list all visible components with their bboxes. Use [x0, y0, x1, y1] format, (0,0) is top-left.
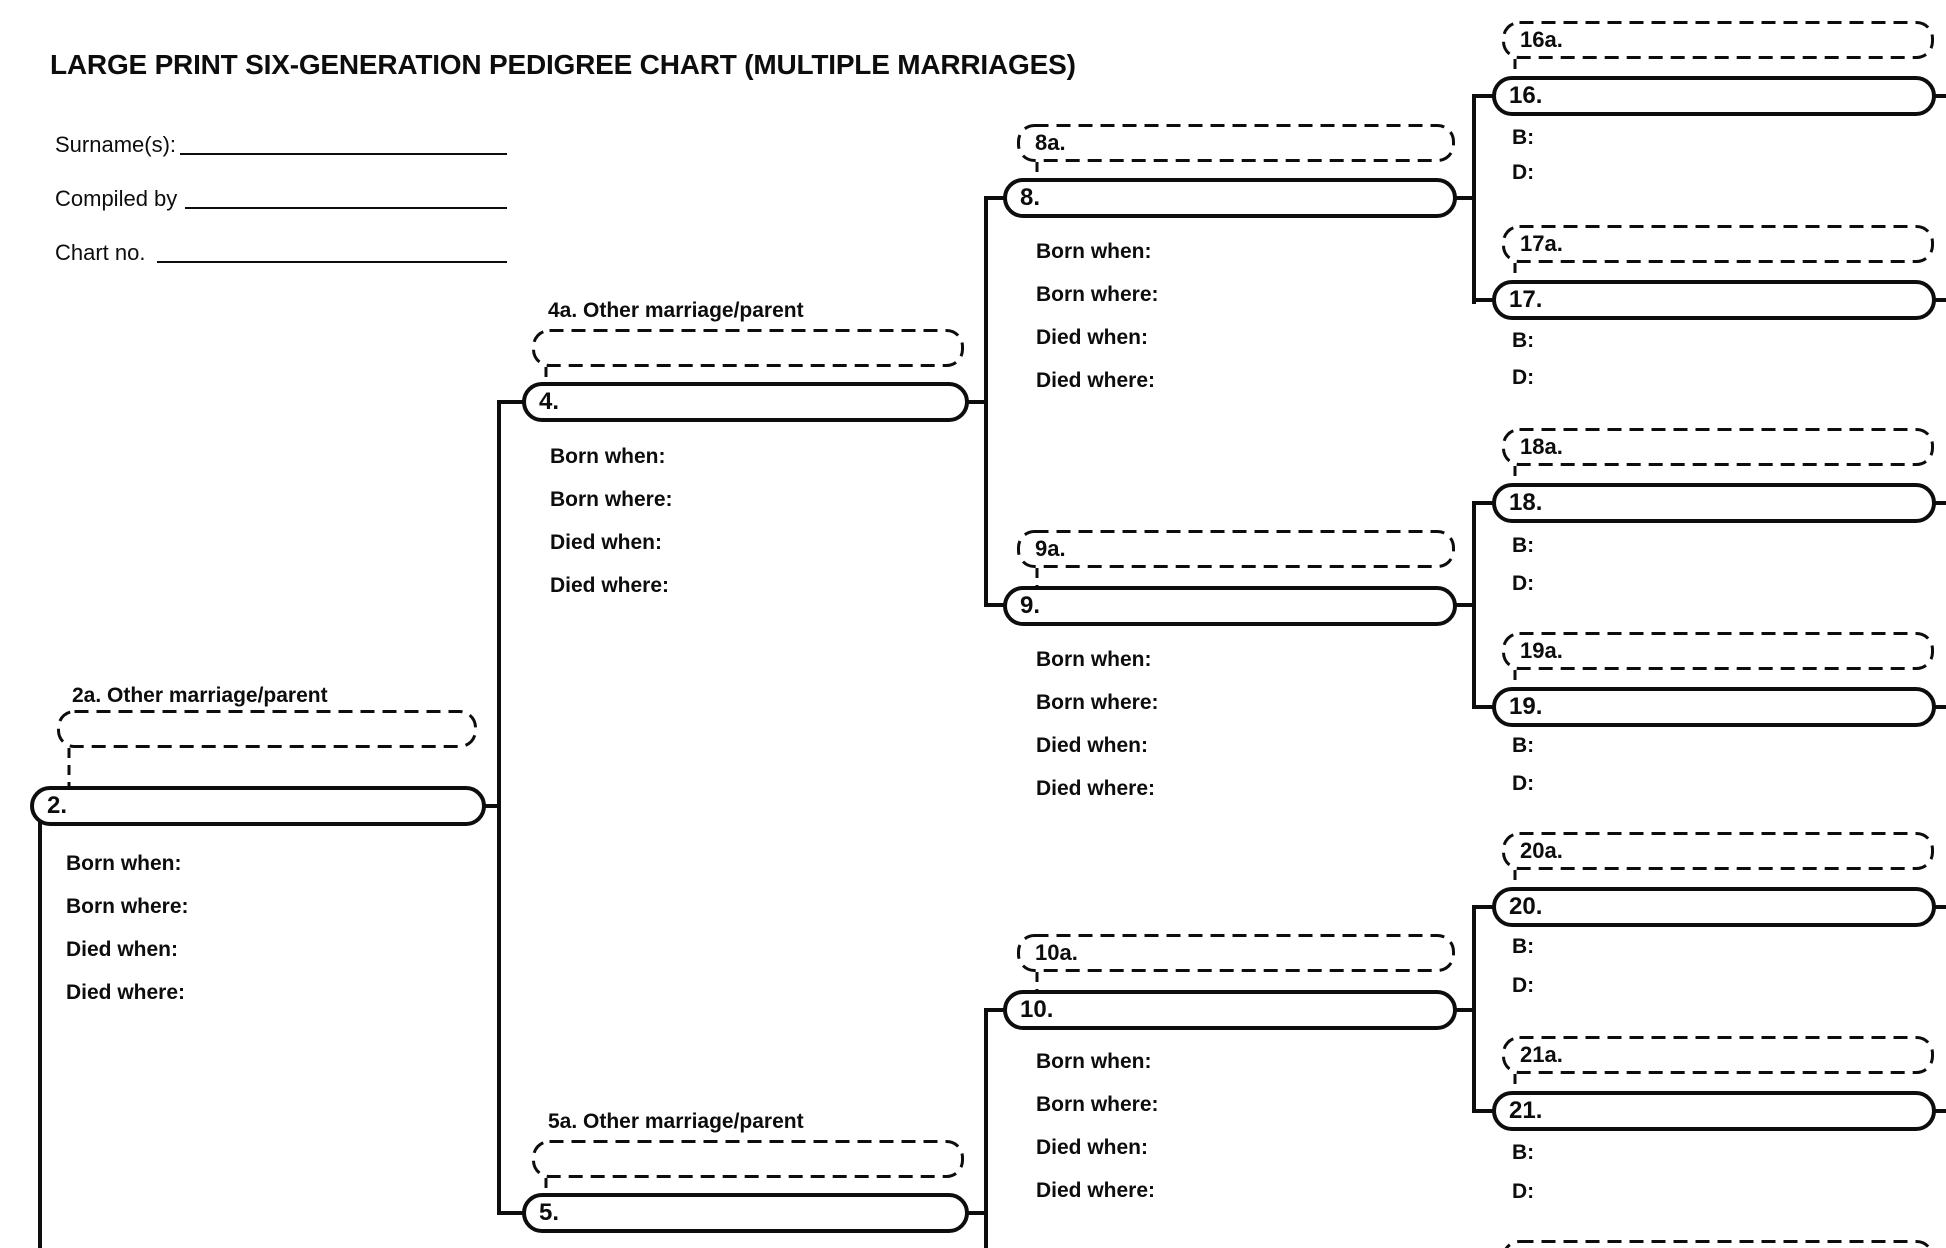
person-10a-box[interactable] — [1017, 934, 1455, 972]
person-8-born-when-label: Born when: — [1036, 240, 1152, 263]
person-8-number: 8. — [1020, 184, 1041, 211]
person-21-birth-label: B: — [1512, 1141, 1535, 1164]
person-2-box[interactable] — [30, 786, 486, 826]
person-21a-number: 21a. — [1520, 1042, 1563, 1067]
person-8a-box[interactable] — [1017, 124, 1455, 162]
person-8-marriage-connector — [1034, 162, 1040, 178]
person-4-box[interactable] — [522, 382, 969, 422]
person-9-born-where-label: Born where: — [1036, 691, 1159, 714]
person-21a-box[interactable] — [1502, 1036, 1934, 1074]
person-4-born-where-label: Born where: — [550, 488, 673, 511]
person-17-box[interactable] — [1492, 280, 1936, 320]
person-19-marriage-connector — [1512, 670, 1518, 687]
person-2-marriage-connector — [66, 748, 72, 786]
person-10-marriage-connector — [1034, 972, 1040, 990]
person-18-death-label: D: — [1512, 572, 1535, 595]
person-9a-box[interactable] — [1017, 530, 1455, 568]
person-9-born-when-label: Born when: — [1036, 648, 1152, 671]
compiled-by-underline[interactable] — [185, 207, 507, 209]
person-2-died-where-label: Died where: — [66, 981, 186, 1004]
person-20-box[interactable] — [1492, 887, 1936, 927]
person-9-died-where-label: Died where: — [1036, 777, 1156, 800]
person-4-died-when-label: Died when: — [550, 531, 663, 554]
person-2-died-when-label: Died when: — [66, 938, 179, 961]
person-20-marriage-connector — [1512, 870, 1518, 887]
person-18-number: 18. — [1509, 489, 1543, 516]
person-17a-box[interactable] — [1502, 225, 1934, 263]
person-9a-number: 9a. — [1035, 536, 1066, 561]
person-18-box[interactable] — [1492, 483, 1936, 523]
person-10-born-when-label: Born when: — [1036, 1050, 1152, 1073]
person-5-number: 5. — [539, 1199, 560, 1226]
person-2-number: 2. — [47, 792, 68, 819]
person-16-birth-label: B: — [1512, 126, 1535, 149]
person-16a-number: 16a. — [1520, 27, 1563, 52]
person-8-box[interactable] — [1003, 178, 1457, 218]
person-19a-box[interactable] — [1502, 632, 1934, 670]
person-17-marriage-connector — [1512, 263, 1518, 280]
surname-label: Surname(s): — [55, 132, 177, 157]
person-20-death-label: D: — [1512, 974, 1535, 997]
person-21-marriage-connector — [1512, 1074, 1518, 1091]
person-16-box[interactable] — [1492, 76, 1936, 116]
person-4-marriage-connector — [543, 367, 549, 382]
person-10-number: 10. — [1020, 996, 1054, 1023]
person-16-death-label: D: — [1512, 161, 1535, 184]
surname-underline[interactable] — [180, 153, 507, 155]
person-5-marriage-connector — [543, 1178, 549, 1193]
person-18-marriage-connector — [1512, 466, 1518, 483]
person-20a-number: 20a. — [1520, 838, 1563, 863]
connector-line — [38, 820, 42, 1248]
person-22a-box-partial[interactable] — [1502, 1240, 1934, 1248]
person-4-number: 4. — [539, 388, 560, 415]
person-10a-number: 10a. — [1035, 940, 1078, 965]
person-2-born-when-label: Born when: — [66, 852, 182, 875]
person-19-number: 19. — [1509, 693, 1543, 720]
chart-no-underline[interactable] — [157, 261, 507, 263]
person-21-number: 21. — [1509, 1097, 1543, 1124]
person-19-box[interactable] — [1492, 687, 1936, 727]
person-20a-box[interactable] — [1502, 832, 1934, 870]
person-9-number: 9. — [1020, 592, 1041, 619]
person-17-death-label: D: — [1512, 366, 1535, 389]
person-16-number: 16. — [1509, 82, 1543, 109]
person-20-number: 20. — [1509, 893, 1543, 920]
person-4-born-when-label: Born when: — [550, 445, 666, 468]
person-16-marriage-connector — [1512, 59, 1518, 76]
person-8-died-when-label: Died when: — [1036, 326, 1149, 349]
person-10-box[interactable] — [1003, 990, 1457, 1030]
person-2a-box[interactable] — [57, 710, 477, 748]
person-10-died-when-label: Died when: — [1036, 1136, 1149, 1159]
person-9-died-when-label: Died when: — [1036, 734, 1149, 757]
person-4a-label: 4a. Other marriage/parent — [548, 299, 804, 322]
person-18a-number: 18a. — [1520, 434, 1563, 459]
person-4-died-where-label: Died where: — [550, 574, 670, 597]
person-8-died-where-label: Died where: — [1036, 369, 1156, 392]
person-21-death-label: D: — [1512, 1180, 1535, 1203]
person-18-birth-label: B: — [1512, 534, 1535, 557]
person-19-death-label: D: — [1512, 772, 1535, 795]
person-2-born-where-label: Born where: — [66, 895, 189, 918]
person-9-marriage-connector — [1034, 568, 1040, 586]
person-20-birth-label: B: — [1512, 935, 1535, 958]
person-17-number: 17. — [1509, 286, 1543, 313]
person-18a-box[interactable] — [1502, 428, 1934, 466]
person-10-died-where-label: Died where: — [1036, 1179, 1156, 1202]
person-5a-label: 5a. Other marriage/parent — [548, 1110, 804, 1133]
chart-title: LARGE PRINT SIX-GENERATION PEDIGREE CHART (MULTIPLE MARRIAGES) — [50, 49, 1076, 80]
person-21-box[interactable] — [1492, 1091, 1936, 1131]
person-17a-number: 17a. — [1520, 231, 1563, 256]
person-8a-number: 8a. — [1035, 130, 1066, 155]
person-4a-box[interactable] — [532, 329, 964, 367]
person-17-birth-label: B: — [1512, 329, 1535, 352]
person-9-box[interactable] — [1003, 586, 1457, 626]
person-19-birth-label: B: — [1512, 734, 1535, 757]
person-19a-number: 19a. — [1520, 638, 1563, 663]
person-5-box[interactable] — [522, 1193, 969, 1233]
person-8-born-where-label: Born where: — [1036, 283, 1159, 306]
chart-no-label: Chart no. — [55, 240, 146, 265]
person-10-born-where-label: Born where: — [1036, 1093, 1159, 1116]
person-5a-box[interactable] — [532, 1140, 964, 1178]
person-16a-box[interactable] — [1502, 21, 1934, 59]
person-2a-label: 2a. Other marriage/parent — [72, 684, 328, 707]
compiled-by-label: Compiled by — [55, 186, 178, 211]
